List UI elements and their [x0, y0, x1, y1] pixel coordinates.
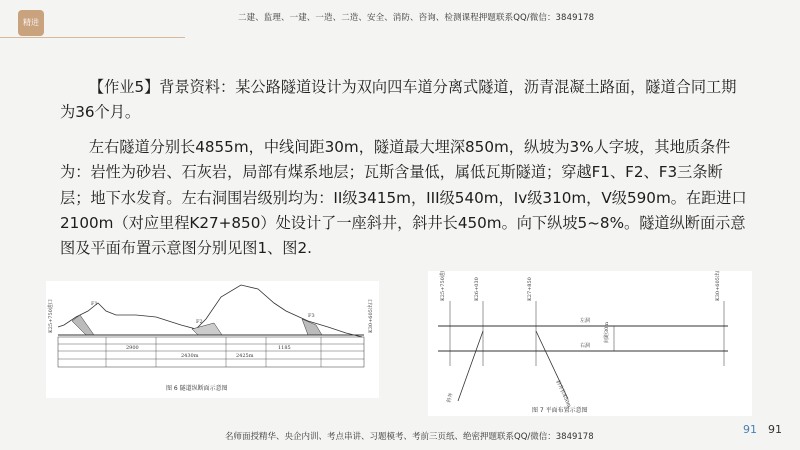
paragraph-conditions: 左右隧道分别长4855m，中线间距30m，隧道最大埋深850m，纵坡为3%人字坡，其地质条件为：岩性为砂岩、石灰岩，局部有煤系地层；瓦斯含量低，属低瓦斯隧道；穿越F1、F2、F3三条断层；地下水发育。左右洞围岩级别均为：II级3415m，III级540m，Iv级310m，V级590m。在距进口2100m（对应里程K27+850）处设计了一座斜井，斜井长450m。向下纵坡5~8%。隧道纵断面示意图及平面布置示意图分别见图1、图2. — [60, 137, 747, 258]
page-number-current: 91 — [743, 423, 757, 436]
page-number-total: 91 — [768, 423, 782, 436]
exit-station-label: K30+605出口 — [715, 271, 721, 301]
segment-1185-label: 1185 — [278, 345, 291, 351]
left-tunnel-label: 左洞 — [580, 318, 591, 324]
figure1-caption: 图 6 隧道纵断面示意图 — [166, 385, 228, 392]
k27-station-label: K27+850 — [527, 277, 533, 301]
header-contact-text: 二建、监理、一建、一造、二造、安全、消防、咨询、检测课程押题联系QQ/微信：3849178 — [238, 13, 595, 23]
slide-body — [60, 75, 750, 262]
figure2-caption: 图 7 平面布置示意图 — [532, 407, 588, 414]
longitudinal-section-diagram — [46, 281, 379, 398]
plan-layout-diagram — [428, 271, 752, 416]
fault-label-f3: F3 — [308, 313, 315, 319]
fault-label-f1: F1 — [91, 301, 98, 307]
segment-2430-label: 2430m — [181, 353, 199, 359]
footer-contact-text: 名师面授精华、央企内训、考点串讲、习题模考、考前三页纸、绝密押题联系QQ/微信：3849178 — [225, 432, 594, 442]
shaft-length-label: 斜井长450m — [554, 379, 573, 409]
header-divider — [0, 37, 185, 38]
logo: 精进 — [18, 10, 44, 36]
figure-plan-layout — [428, 271, 752, 416]
entrance-station-label: K25+750进口 — [48, 299, 54, 333]
right-tunnel-label: 右洞 — [580, 343, 591, 349]
k26-station-label: K26+030 — [474, 277, 480, 301]
entrance-station-label: K25+750进口 — [440, 271, 446, 301]
paragraph-background: 【作业5】背景资料：某公路隧道设计为双向四车道分离式隧道，沥青混凝土路面，隧道合同工期为36个月。 — [60, 78, 737, 122]
figure-longitudinal-section — [46, 281, 379, 398]
slope-shaft-label: 斜井 — [446, 392, 455, 404]
segment-2425-label: 2425m — [236, 353, 254, 359]
fault-label-f2: F2 — [196, 319, 203, 325]
segment-2900-label: 2900 — [126, 345, 139, 351]
spacing-label: 间距30m — [604, 321, 610, 343]
exit-station-label: K30+605出口 — [368, 299, 374, 333]
